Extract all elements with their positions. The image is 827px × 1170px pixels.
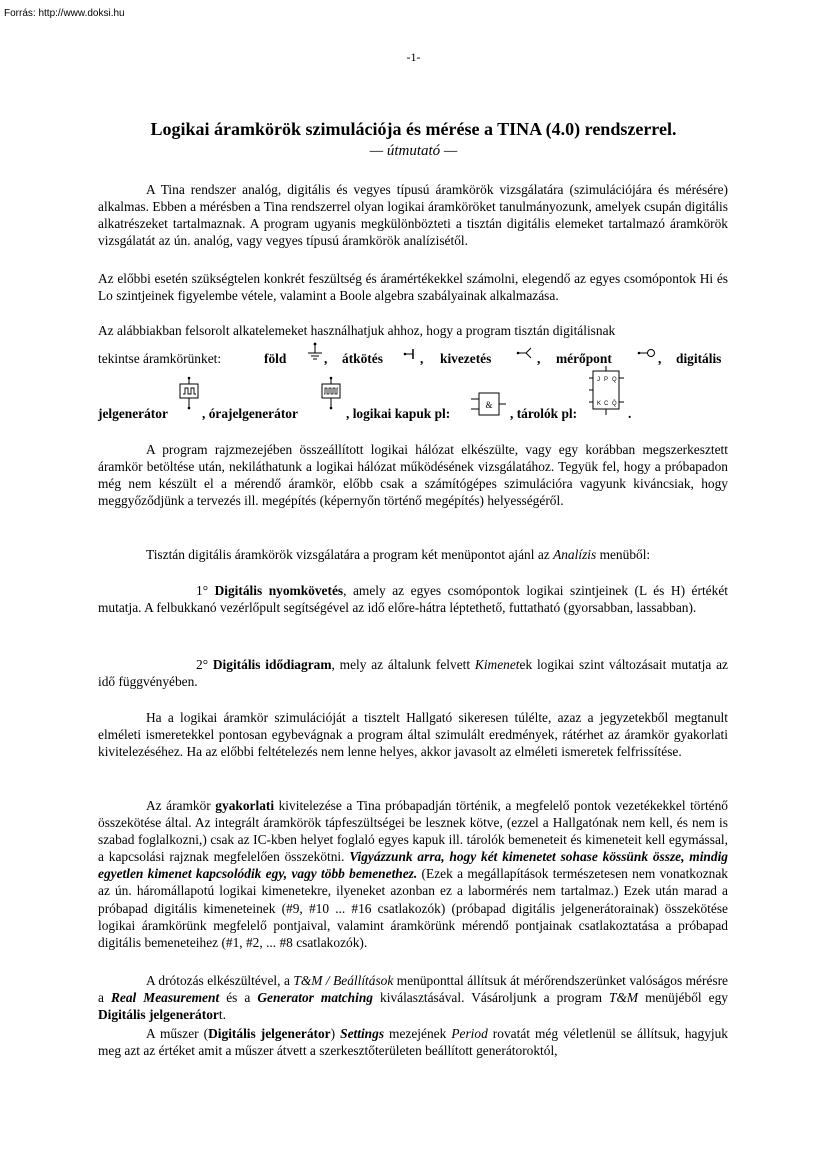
ff-label: P <box>604 377 609 383</box>
label-meropont: mérőpont <box>556 351 612 366</box>
jumper-icon <box>403 347 417 361</box>
period: . <box>628 406 632 421</box>
paragraph-breadboard: Az áramkör gyakorlati kivitelezése a Tina próbapadján történik, a megfelelő pontok vezetékekkel történő összekötése által. Az integrált áramkörök tápfeszültségei be lesznek kötve, (ezzel a Hallgatónak nem kell, és nem is szabad foglalkozni,) csak az IC-kben helyet foglaló egyes kapuk ill. tárolók bemeneteit és kimeneteit kell egymással, a kapcsolási rajznak megfelelően összekötni. Vigyázzunk arra, hogy két kimenetet sohase kössünk össze, mindig egyetlen kimenet kapcsolódik egy, vagy több bemenethez. (Ezek a megállapítások természetesen nem vonatkoznak az ún. háromállapotú logikai kimenetekre, ilyeneket azonban ez a labormérés nem tartalmaz.) Ezek után marad a próbapad digitális kimeneteinek (#9, #10 ... #16 csatlakozók) (próbapad digitális jelgenerátorainak) összekötése logikai áramkörünk megfelelő pontjaival, valamint áramkörünk mérendő pontjainak csatlakoztatása a próbapad digitális bemeneteihez (#1, #2, ... #8 csatlakozók). <box>98 798 729 950</box>
terminal-icon <box>516 346 534 360</box>
list-item-trace: 1° Digitális nyomkövetés, amely az egyes csomópontok logikai szintjeinek (L és H) értékét mutatja. A felbukkanó vezérlőpult segítségével az idő előre-hátra léptethető, futtatható (gyorsabban, lassabban). <box>98 583 728 616</box>
probe-icon <box>637 346 657 360</box>
label-logikai-kapuk: , logikai kapuk pl: <box>346 406 451 421</box>
label-jelgenerator: jelgenerátor <box>98 406 168 421</box>
paragraph-measurement: A drótozás elkészültével, a T&M / Beállítások menüponttal állítsuk át mérőrendszerünket valóságos mérésre a Real Measurement és a Generator matching kiválasztásával. Vásároljunk a program T&M menüjéből egy Digitális jelgenerátort. <box>98 973 729 1023</box>
comma: , <box>537 351 541 366</box>
flip-flop-icon <box>589 366 625 416</box>
page-subtitle: — útmutató — <box>369 143 458 159</box>
label-fold: föld <box>264 351 287 366</box>
label-atkotes: átkötés <box>342 351 383 366</box>
list-item-timing: 2° Digitális idődiagram, mely az általunk felvett Kimenetek logikai szint változásait mutatja az idő függvényében. <box>98 657 728 690</box>
page-number: -1- <box>406 50 421 64</box>
paragraph-components: Az alábbiakban felsorolt alkatelemeket használhatjuk ahhoz, hogy a program tisztán digitálisnak <box>98 323 616 338</box>
gate-label: & <box>485 400 493 410</box>
paragraph-simulation: A program rajzmezejében összeállított logikai hálózat elkészülte, vagy egy korábban megszerkesztett áramkör betöltése után, nekiláthatunk a logikai hálózat működésének vizsgálatához. Tegyük fel, hogy a próbapadon még nem készült el a mérendő áramkör, előbb csak a számítógépes szimulációra vagyunk kiváncsiak, hogy meggyőződjünk a tervezés ill. megépítés (képernyőn történő megépítés) helyességéről. <box>98 442 728 509</box>
and-gate-icon <box>471 390 507 420</box>
comma: , <box>658 351 662 366</box>
label-kivezetes: kivezetés <box>440 351 492 366</box>
ground-icon <box>306 342 324 364</box>
paragraph-boole: Az előbbi esetén szükségtelen konkrét feszültség és áramértékekkel számolni, elegendő az egyes csomópontok Hi és Lo szintjeinek figyelembe vétele, valamint a Boole algebra szabályainak alkalmazása. <box>98 271 728 304</box>
paragraph-instrument: A műszer (Digitális jelgenerátor) Settings mezejének Period rovatát még véletlenül se állítsuk, hagyjuk meg azt az értéket amit a műszer átvett a szerkesztőterületen beállított generátoroktól, <box>98 1026 728 1059</box>
symbol-line-2 <box>98 377 728 426</box>
ff-label: C <box>604 401 609 407</box>
paragraph-intro: A Tina rendszer analóg, digitális és vegyes típusú áramkörök vizsgálatára (szimulációjára és mérésére) alkalmas. Ebben a mérésben a Tina rendszerrel olyan logikai áramköröket tanulmányozunk, amelyek csupán digitális alkatrészeket tartalmaznak. A program ugyanis megkülönbözteti a tisztán digitális elemeket tartalmazó áramkörök vizsgálatát az ún. analóg, vagy vegyes típusú áramkörök analízisétől. <box>98 182 728 249</box>
ff-label: J <box>597 377 600 383</box>
source-url: Forrás: http://www.doksi.hu <box>4 8 125 19</box>
ff-label: Q <box>612 377 617 383</box>
signal-generator-icon <box>178 376 200 416</box>
label-tarolok: , tárolók pl: <box>510 406 578 421</box>
ff-label: Q̄ <box>612 401 617 407</box>
ff-label: K <box>597 401 602 407</box>
label-orajelgenerator: , órajelgenerátor <box>202 406 298 421</box>
paragraph-practice: Ha a logikai áramkör szimulációját a tisztelt Hallgató sikeresen túlélte, azaz a jegyzetekből megtanult elméleti ismeretekkel pontosan egybevágnak a program által szimulált eredmények, rátérhet az áramkör gyakorlati kivitelezéséhez. Ha az előbbi feltételezés nem lenne helyes, akkor javasolt az elméleti ismeretek felfrissítése. <box>98 710 728 760</box>
symbol-line-1 <box>98 351 728 371</box>
comma: , <box>420 351 424 366</box>
symbol-line-lead: tekintse áramkörünket: <box>98 351 222 366</box>
comma: , <box>324 351 328 366</box>
label-digitalis: digitális <box>676 351 722 366</box>
paragraph-menu: Tisztán digitális áramkörök vizsgálatára a program két menüpontot ajánl az Analízis menüből: <box>146 547 651 562</box>
page-title: Logikai áramkörök szimulációja és mérése a TINA (4.0) rendszerrel. <box>150 119 677 139</box>
clock-generator-icon <box>320 376 342 416</box>
